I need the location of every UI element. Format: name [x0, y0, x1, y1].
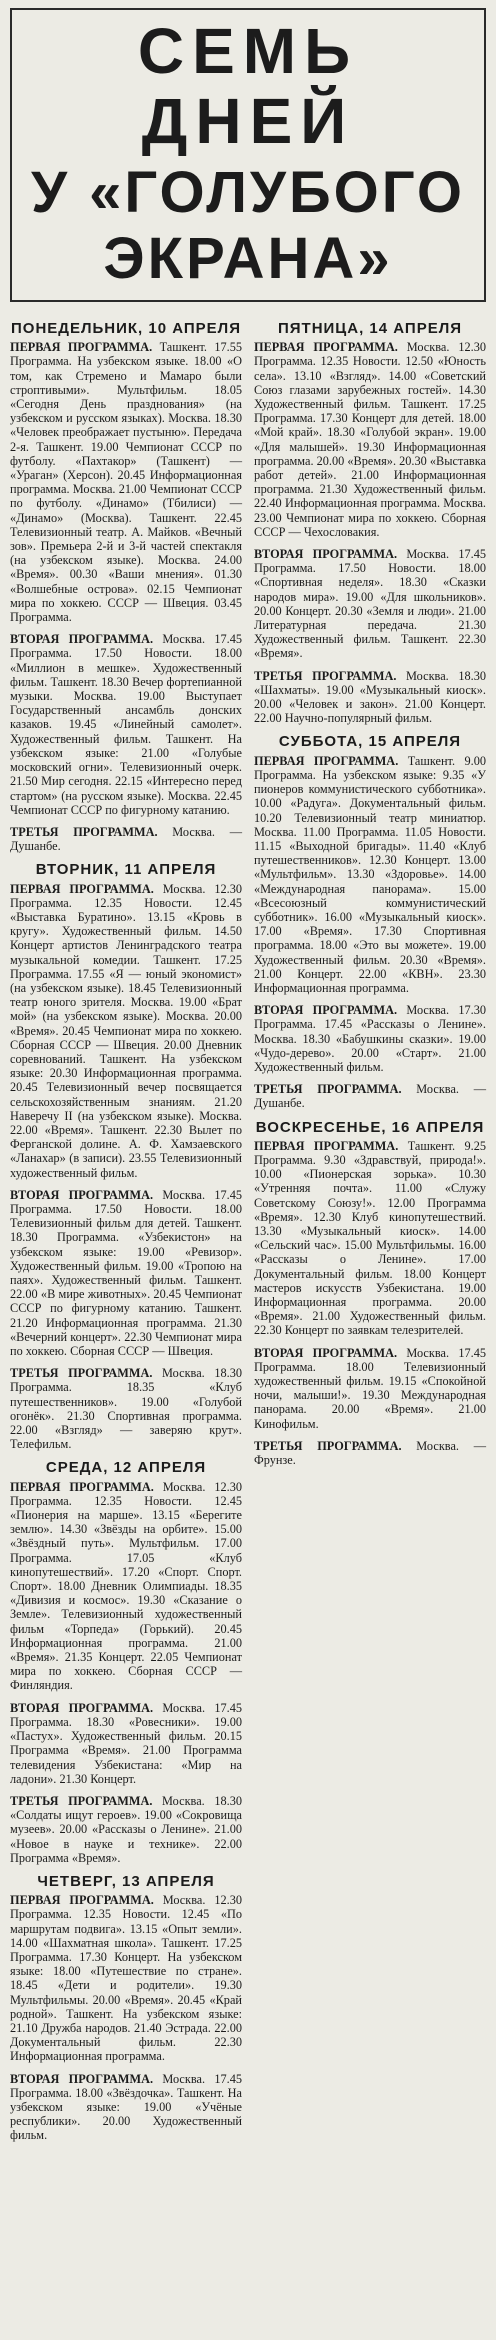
program-block: [10, 825, 242, 853]
program-text: Москва. 17.45 Программа. 18.00 «Звёздочка». Ташкент. На узбекском языке: 19.00 «Учёные республики». 20.00 Художественный фильм.: [10, 2071, 243, 2143]
day-section: [10, 1872, 243, 2143]
channel-name: ТРЕТЬЯ ПРОГРАММА.: [254, 1438, 402, 1453]
masthead-title-line1: СЕМЬ ДНЕЙ: [137, 15, 359, 157]
program-text: Москва. 17.45 Программа. 17.50 Новости. 18.00 Телевизионный фильм для детей. Ташкент. 18.30 Программа. «Узбекистон» на узбекском языке: 19.00 «Ревизор». Художественный фильм. 19.00 «Тропою на паях». Художественный фильм. Ташкент. 22.00 «В мире животных». 20.45 Чемпионат СССР по фигурному катанию. Ташкент. 21.20 Информационная программа. 21.30 «Вечерний концерт». 22.30 Чемпионат мира по хоккею. Сборная СССР — Швеция.: [10, 1187, 243, 1359]
program-text: Москва. — Фрунзе.: [254, 1438, 486, 1468]
program-text: Москва. 18.30 «Солдаты ищут героев». 19.00 «Сокровища музеев». 20.00 «Рассказы о Ленине». 21.00 «Новое в науке и технике». 22.00 Программа «Время».: [10, 1793, 242, 1865]
program-block: [254, 1346, 486, 1431]
program-text: Москва. 18.30 Программа. 18.35 «Клуб путешественников». 19.00 «Голубой огонёк». 21.30 Спортивная программа. 22.00 «Взгляд» — заверяю крут». Телефильм.: [10, 1366, 242, 1452]
channel-name: ПЕРВАЯ ПРОГРАММА.: [10, 1479, 154, 1494]
day-section: [254, 322, 486, 725]
program-text: Москва. 17.45 Программа. 17.50 Новости. 18.00 «Спортивная неделя». 18.30 «Сказки народов мира». 19.00 «Для школьников». 20.00 Концерт. 20.30 «Земля и люди». 21.00 Литературная передача. 21.30 Художественный фильм. Ташкент. 22.30 «Время».: [254, 547, 487, 661]
masthead: [10, 8, 486, 302]
program-block: [10, 1893, 242, 2063]
channel-name: ТРЕТЬЯ ПРОГРАММА.: [254, 668, 397, 683]
channel-name: ВТОРАЯ ПРОГРАММА.: [254, 547, 398, 562]
day-title: СУББОТА, 15 АПРЕЛЯ: [278, 733, 462, 751]
program-block: [10, 1366, 242, 1451]
day-section: [254, 1118, 487, 1468]
program-block: [254, 669, 486, 726]
program-text: Ташкент. 9.25 Программа. 9.30 «Здравствуй, природа!». 10.00 «Пионерская зорька». 10.30 «Утренняя почта». 11.00 «Служу Советскому Союзу!». 12.00 Программа «Время». 12.30 Клуб кинопутешествий. 13.30 «Музыкальный киоск». 14.00 «Сельский час». 15.00 Мультфильмы. 16.00 «Рассказы о Ленине». 17.00 Документальный фильм. 18.00 Концерт мастеров искусств Узбекистана. 19.00 Информационная программа. 20.00 «Время». 21.00 Художественный фильм. 22.30 Концерт по заявкам телезрителей.: [254, 1138, 486, 1338]
day-title: ПЯТНИЦА, 14 АПРЕЛЯ: [277, 320, 463, 337]
channel-name: ПЕРВАЯ ПРОГРАММА.: [10, 340, 153, 355]
program-block: [10, 1794, 242, 1865]
program-block: [10, 2072, 242, 2143]
program-block: [10, 340, 242, 624]
program-text: Москва. 12.30 Программа. 12.35 Новости. 12.50 «Юность села». 13.10 «Взгляд». 14.00 «Советский Союз глазами зарубежных гостей». 14.30 Художественный фильм. Ташкент. 17.25 Программа. 17.30 Концерт для детей. 18.00 «Мой край». 18.30 «Голубой экран». 19.00 «Для малышей». 19.30 Информационная программа. 20.00 «Время». 20.30 «Выставка работ детей». 21.00 Информационная программа. 21.30 Художественный фильм. 22.40 Информационная программа. Москва. 23.00 Чемпионат мира по хоккею. Сборная СССР — Чехословакия.: [254, 340, 487, 539]
program-text: Москва. 17.30 Программа. 17.45 «Рассказы о Ленине». Москва. 18.30 «Бабушкины сказки». 19.00 «Чудо-дерево». 20.00 «Старт». 21.00 Художественный фильм.: [254, 1003, 487, 1074]
channel-name: ПЕРВАЯ ПРОГРАММА.: [10, 1893, 154, 1908]
channel-name: ПЕРВАЯ ПРОГРАММА.: [10, 881, 154, 896]
program-text: Ташкент. 9.00 Программа. На узбекском языке: 9.35 «У пионеров коммунистического субботника». 10.00 «Радуга». Документальный фильм. 10.20 Телевизионный театр миниатюр. Москва. 11.00 Программа. 11.05 Новости. 11.15 «Выходной бригады». 11.40 «Клуб путешественников». 12.30 Концерт. 13.00 «Мультфильм». 13.30 «Здоровье». 14.00 «Международная панорама». 15.00 «Всесоюзный коммунистический субботник». 16.00 «Музыкальный киоск». 17.00 «Время». 17.30 Спортивная программа. 18.00 «Это вы можете». 19.00 Художественный фильм. 20.30 «Время». 21.00 Концерт. 22.00 «КВН». 23.30 Информационная программа.: [254, 753, 486, 995]
program-text: Москва. — Душанбе.: [10, 824, 242, 854]
program-text: Москва. 12.30 Программа. 12.35 Новости. 12.45 «Пионерия на марше». 13.15 «Берегите землю». 14.30 «Звёзды на орбите». 15.00 «Звёздный путь». Мультфильм. 17.00 Программа. 17.05 «Клуб кинопутешествий». 17.20 «Спорт. Спорт. Спорт». 18.00 Дневник Олимпиады. 18.35 «Дивизия и космос». 19.30 «Сказание о Земле». Телевизионный художественный фильм «Торпеда» (Горький). 20.45 Информационная программа. 21.00 «Время». 21.35 Концерт. 22.05 Чемпионат мира по хоккею. Сборная СССР — Финляндия.: [10, 1479, 243, 1693]
channel-name: ПЕРВАЯ ПРОГРАММА.: [254, 1138, 399, 1153]
program-block: [254, 1439, 486, 1467]
channel-name: ВТОРАЯ ПРОГРАММА.: [10, 2071, 154, 2086]
program-block: [10, 1188, 242, 1358]
program-text: Москва. 17.45 Программа. 18.30 «Ровесники». 19.00 «Пастух». Художественный фильм. 20.15 Программа «Время». 21.00 Программа телевидения Узбекистана: «Мир на ладони». 21.30 Концерт.: [10, 1700, 243, 1786]
day-section: [10, 1461, 242, 1864]
program-block: [10, 632, 242, 817]
program-text: Москва. 12.30 Программа. 12.35 Новости. 12.45 «По маршрутам подвига». 13.15 «Опыт земли». 14.00 «Шахматная школа». Ташкент. 17.25 Программа. 17.30 Концерт. На узбекском языке: 18.00 «Путешествие по стране». 18.45 «Дети и родители». 19.30 Мультфильмы. 20.00 «Время». 20.45 «Край родной». Ташкент. На узбекском языке: 21.10 Дружба народов. 21.40 Эстрада. 22.00 Документальный фильм. 22.30 Информационная программа.: [10, 1893, 243, 2064]
channel-name: ПЕРВАЯ ПРОГРАММА.: [254, 753, 399, 768]
program-text: Москва. 18.30 «Шахматы». 19.00 «Музыкальный киоск». 20.00 «Человек и закон». 21.00 Концерт. 22.00 Научно-популярный фильм.: [254, 668, 486, 726]
channel-name: ВТОРАЯ ПРОГРАММА.: [254, 1003, 398, 1018]
program-text: Москва. 12.30 Программа. 12.35 Новости. 12.45 «Выставка Буратино». 13.15 «Кровь в кругу». Художественный фильм. 14.50 Концерт артистов Ленинградского театра музыкальной комедии. Ташкент. 17.25 Программа. 17.55 «Я — юный экономист» (на узбекском языке). 18.45 Телевизионный театр юного зрителя. Москва. 19.00 «Брат мой» (на узбекском языке). Москва. 20.00 «Время». 20.45 Чемпионат мира по хоккею. Сборная СССР — Швеция. 20.00 Дневник соревнований. Ташкент. На узбекском языке: 20.30 Информационная программа. 20.45 Телевизионный вечер посвящается сельскохозяйственным знаниям. 21.20 Наверечу II (на узбекском языке). Москва. 22.00 «Время». Ташкент. 22.30 Вылет по Ферганской долине. А. Ф. Хамзаевского «Ланахар» (в записи). 23.55 Телевизионный художественный фильм.: [10, 881, 243, 1180]
program-block: [10, 1480, 242, 1693]
channel-name: ТРЕТЬЯ ПРОГРАММА.: [10, 1366, 153, 1381]
program-block: [254, 1003, 486, 1074]
program-text: Москва. 17.45 Программа. 18.00 Телевизионный художественный фильм. 19.15 «Спокойной ночи, малыши!». 19.30 Международная панорама. 20.00 «Время». 21.00 Кинофильм.: [254, 1345, 487, 1431]
program-block: [254, 1139, 486, 1338]
channel-name: ВТОРАЯ ПРОГРАММА.: [10, 1700, 154, 1715]
program-block: [10, 882, 242, 1180]
program-block: [254, 547, 486, 661]
left-column: [10, 312, 242, 2151]
channel-name: ПЕРВАЯ ПРОГРАММА.: [254, 340, 398, 355]
right-column: [254, 312, 486, 2151]
day-section: [254, 735, 486, 1110]
day-title: ПОНЕДЕЛЬНИК, 10 АПРЕЛЯ: [11, 320, 241, 337]
program-block: [10, 1701, 242, 1786]
day-title: ВТОРНИК, 11 АПРЕЛЯ: [35, 861, 217, 879]
masthead-title-line2: У «ГОЛУБОГО ЭКРАНА»: [30, 160, 466, 291]
channel-name: ТРЕТЬЯ ПРОГРАММА.: [10, 824, 158, 839]
listing-columns: [10, 312, 486, 2151]
day-title: СРЕДА, 12 АПРЕЛЯ: [45, 1459, 207, 1477]
channel-name: ВТОРАЯ ПРОГРАММА.: [10, 632, 154, 647]
day-title: ЧЕТВЕРГ, 13 АПРЕЛЯ: [37, 1872, 215, 1890]
day-section: [10, 322, 242, 853]
channel-name: ТРЕТЬЯ ПРОГРАММА.: [254, 1082, 402, 1097]
channel-name: ВТОРАЯ ПРОГРАММА.: [10, 1187, 154, 1202]
channel-name: ВТОРАЯ ПРОГРАММА.: [254, 1345, 398, 1360]
day-title: ВОСКРЕСЕНЬЕ, 16 АПРЕЛЯ: [255, 1118, 485, 1136]
program-block: [254, 754, 486, 995]
program-text: Москва. 17.45 Программа. 17.50 Новости. 18.00 «Миллион в мешке». Художественный фильм. Ташкент. 18.30 Вечер фортепианной музыки. Москва. 19.00 Выступает Государственный ансамбль донских казаков. 19.45 «Линейный самолет». Художественный фильм. Ташкент. На узбекском языке: 21.00 «Голубые московский огни». Телевизионный очерк. 21.50 Мир сегодня. 22.15 «Интересно перед стартом» (на русском языке). Москва. 22.45 Чемпионат СССР по фигурному катанию.: [10, 632, 243, 817]
program-text: Москва. — Душанбе.: [254, 1082, 486, 1111]
program-block: [254, 1082, 486, 1110]
day-section: [10, 863, 242, 1451]
program-block: [254, 340, 486, 539]
channel-name: ТРЕТЬЯ ПРОГРАММА.: [10, 1793, 153, 1808]
program-text: Ташкент. 17.55 Программа. На узбекском языке. 18.00 «О том, как Стремено и Мамаро были строптивыми». Мультфильм. 18.05 «Сегодня День празднования» (на узбекском и русском языках). Москва. 18.30 «Человек преображает пустыню». Передача 2-я. Ташкент. 19.00 Чемпионат СССР по футболу. «Пахтакор» (Ташкент) — «Ураган» (Херсон). 20.45 Информационная программа. Москва. 21.00 Чемпионат СССР по футболу. «Динамо» (Тбилиси) — «Динамо» (Москва). Ташкент. 22.45 Телевизионный театр. А. Майков. «Вечный зов». Премьера 2-й и 3-й частей спектакля (на узбекском языке). Москва. 24.00 «Время». 00.30 «Ваши мнения». 01.30 «Волшебные острова». 02.15 Чемпионат мира по хоккею. СССР — Швеция. 03.45 Программа.: [10, 340, 242, 625]
